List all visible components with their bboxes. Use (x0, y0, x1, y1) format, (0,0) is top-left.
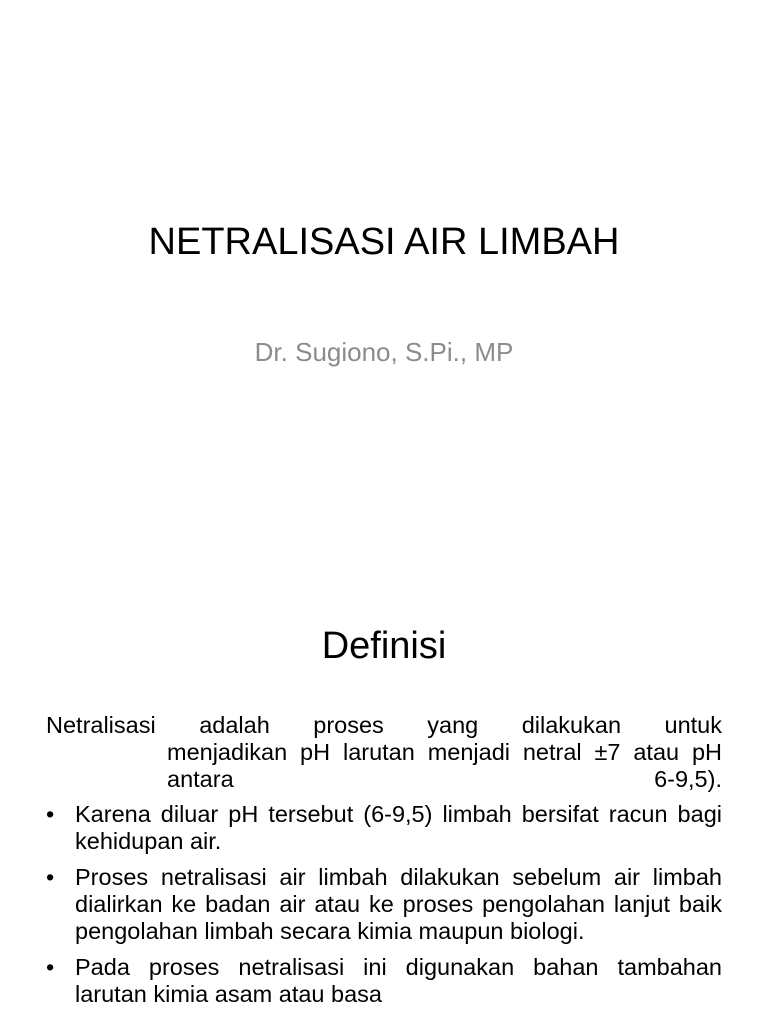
definition-slide (0, 576, 768, 1024)
bullet-text: Proses netralisasi air limbah dilakukan sebelum air limbah dialirkan ke badan air atau ke proses pengolahan lanjut baik pengolahan limbah secara kimia maupun biologi. (75, 864, 722, 944)
intro-continuation: menjadikan pH larutan menjadi netral ±7 atau pH antara 6-9,5). (167, 739, 722, 792)
bullet-list (46, 801, 722, 1008)
intro-first-line: Netralisasi adalah proses yang dilakukan untuk (46, 712, 722, 738)
author-subtitle: Dr. Sugiono, S.Pi., MP (254, 337, 514, 367)
bullet-icon: • (46, 801, 55, 827)
list-item (46, 801, 722, 855)
list-item (46, 954, 722, 1008)
bullet-text: Pada proses netralisasi ini digunakan bahan tambahan larutan kimia asam atau basa (75, 954, 722, 1007)
list-item (46, 864, 722, 945)
slide-heading: Definisi (321, 625, 447, 667)
bullet-icon: • (46, 954, 55, 980)
slide-body (46, 712, 722, 1017)
intro-paragraph (46, 712, 722, 793)
bullet-text: Karena diluar pH tersebut (6-9,5) limbah bersifat racun bagi kehidupan air. (75, 801, 722, 854)
presentation-title: NETRALISASI AIR LIMBAH (148, 221, 620, 263)
bullet-icon: • (46, 864, 55, 890)
